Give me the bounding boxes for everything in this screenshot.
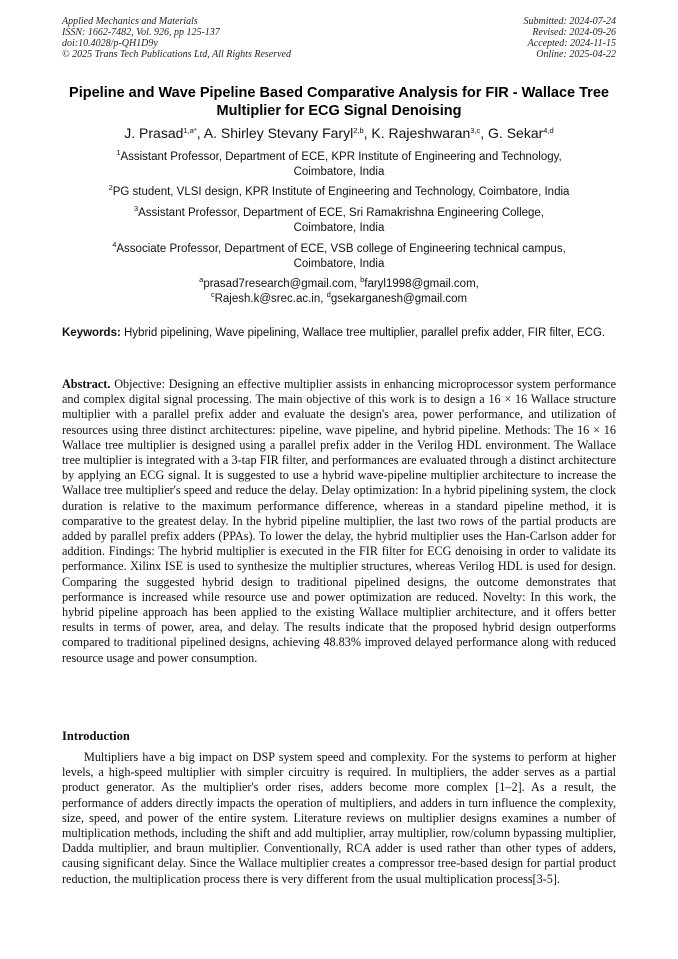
author-list [62, 124, 616, 142]
keywords [62, 326, 616, 341]
abstract [62, 377, 616, 666]
issn-volume: ISSN: 1662-7482, Vol. 926, pp 125-137 [62, 27, 220, 38]
author: J. Prasad$^{1,a*}$, [124, 125, 204, 141]
email[interactable]: $^a$prasad7research@gmail.com [199, 275, 354, 290]
doi: doi:10.4028/p-QH1D9y [62, 38, 158, 49]
affiliation-3: $^3$Assistant Professor, Department of ECE, Sri Ramakrishna Engineering College, Coimbatore, India [133, 204, 545, 234]
abstract-label: Abstract. [62, 377, 111, 391]
online-date: Online: 2025-04-22 [536, 49, 616, 60]
section-heading-introduction: Introduction [62, 729, 130, 743]
email[interactable]: $^c$Rajesh.k@srec.ac.in [210, 290, 321, 305]
email-list: $^a$prasad7research@gmail.com, $^b$faryl1998@gmail.com, $^c$Rajesh.k@srec.ac.in, $^d$gsekarganesh@gmail.com [199, 275, 479, 305]
copyright: © 2025 Trans Tech Publications Ltd, All Rights Reserved [62, 49, 291, 60]
affiliation-2: $^2$PG student, VLSI design, KPR Institute of Engineering and Technology, Coimbatore, India [108, 183, 570, 198]
submitted-date: Submitted: 2024-07-24 [523, 16, 616, 27]
keywords-label: Keywords: [62, 327, 121, 339]
journal-name: Applied Mechanics and Materials [62, 16, 198, 27]
author: G. Sekar$^{4,d}$ [488, 125, 554, 141]
keywords-text: Hybrid pipelining, Wave pipelining, Wallace tree multiplier, parallel prefix adder, FIR filter, ECG. [124, 327, 606, 339]
author: K. Rajeshwaran$^{3,c}$, [371, 125, 489, 141]
publication-dates [524, 16, 617, 60]
email[interactable]: $^d$gsekarganesh@gmail.com [326, 290, 468, 305]
revised-date: Revised: 2024-09-26 [532, 27, 616, 38]
abstract-text: Objective: Designing an effective multiplier assists in enhancing microprocessor system performance and complex digital signal processing. The main objective of this work is to design a 16 × 16 Wallace structure multiplier with a parallel prefix adder and evaluate the design's area, power performance, and utilization of resources using three distinct architectures: pipeline, wave pipeline, and hybrid pipeline. Methods: The 16 × 16 Wallace tree multiplier is designed using a parallel prefix adder in the Verilog HDL environment. The Wallace tree multiplier is integrated with a 3-tap FIR filter, and performances are evaluated through a distinct architecture by applying an ECG signal. It is suggested to use a hybrid wave-pipeline multiplier architecture to increase the Wallace tree multiplier's speed and reduce the delay. Delay optimization: In a hybrid pipelining system, the clock duration is relative to the maximum performance difference, whereas in a standard pipeline method, it is comparative to the greatest delay. In the hybrid pipeline multiplier, the last two rows of the partial products are added by parallel prefix adders (PPAs). To lower the delay, the hybrid multiplier uses the Han-Carlson adder for addition. Findings: The hybrid multiplier is executed in the FIR filter for ECG denoising in order to validate its performance. Xilinx ISE is used to synthesize the multiplier structures, whereas Verilog HDL is used for design. Comparing the suggested hybrid design to traditional pipelined designs, the outcome demonstrates that performance is increased while resource use and power optimization are reduced. Novelty: In this work, the hybrid pipeline approach has been applied to the existing Wallace multiplier architecture, and it offers better results in terms of power, area, and delay. The results indicate that the proposed hybrid design outperforms compared to traditional pipelined designs, achieving 48.83% improved delayed performance along with reduced resource usage and power consumption. [62, 377, 617, 665]
email[interactable]: $^b$faryl1998@gmail.com [360, 275, 476, 290]
accepted-date: Accepted: 2024-11-15 [527, 38, 616, 49]
affiliation-4: $^4$Associate Professor, Department of ECE, VSB college of Engineering technical campus, Coimbatore, India [112, 240, 566, 270]
affiliation-1: $^1$Assistant Professor, Department of ECE, KPR Institute of Engineering and Technology, Coimbatore, India [116, 148, 562, 178]
author: A. Shirley Stevany Faryl$^{2,b}$, [203, 125, 372, 141]
introduction-paragraph: Multipliers have a big impact on DSP system speed and complexity. For the systems to perform at higher levels, a high-speed multiplier with simpler circuitry is required. In multipliers, the adder serves as a partial product generator. As the multiplier's order rises, adders become more complex [1–2]. As a result, the performance of adders directly impacts the operation of multipliers, and adders in turn influence the complexity, size, speed, and power of the entire system. Literature reviews on multiplier designs examines a number of multiplication methods, including the shift and add multiplier, array multiplier, row/column bypassing multiplier, Dadda multiplier, and braun multiplier. Conventionally, RCA adder is used rather than other types of adders, causing significant delay. Since the Wallace multiplier creates a compressor tree-based design for partial product reduction, the multiplication process there is very different from the usual multiplication process[3-5]. [62, 750, 616, 886]
journal-info [62, 16, 291, 60]
paper-title: Pipeline and Wave Pipeline Based Comparative Analysis for FIR - Wallace Tree Multiplier for ECG Signal Denoising [69, 85, 609, 119]
